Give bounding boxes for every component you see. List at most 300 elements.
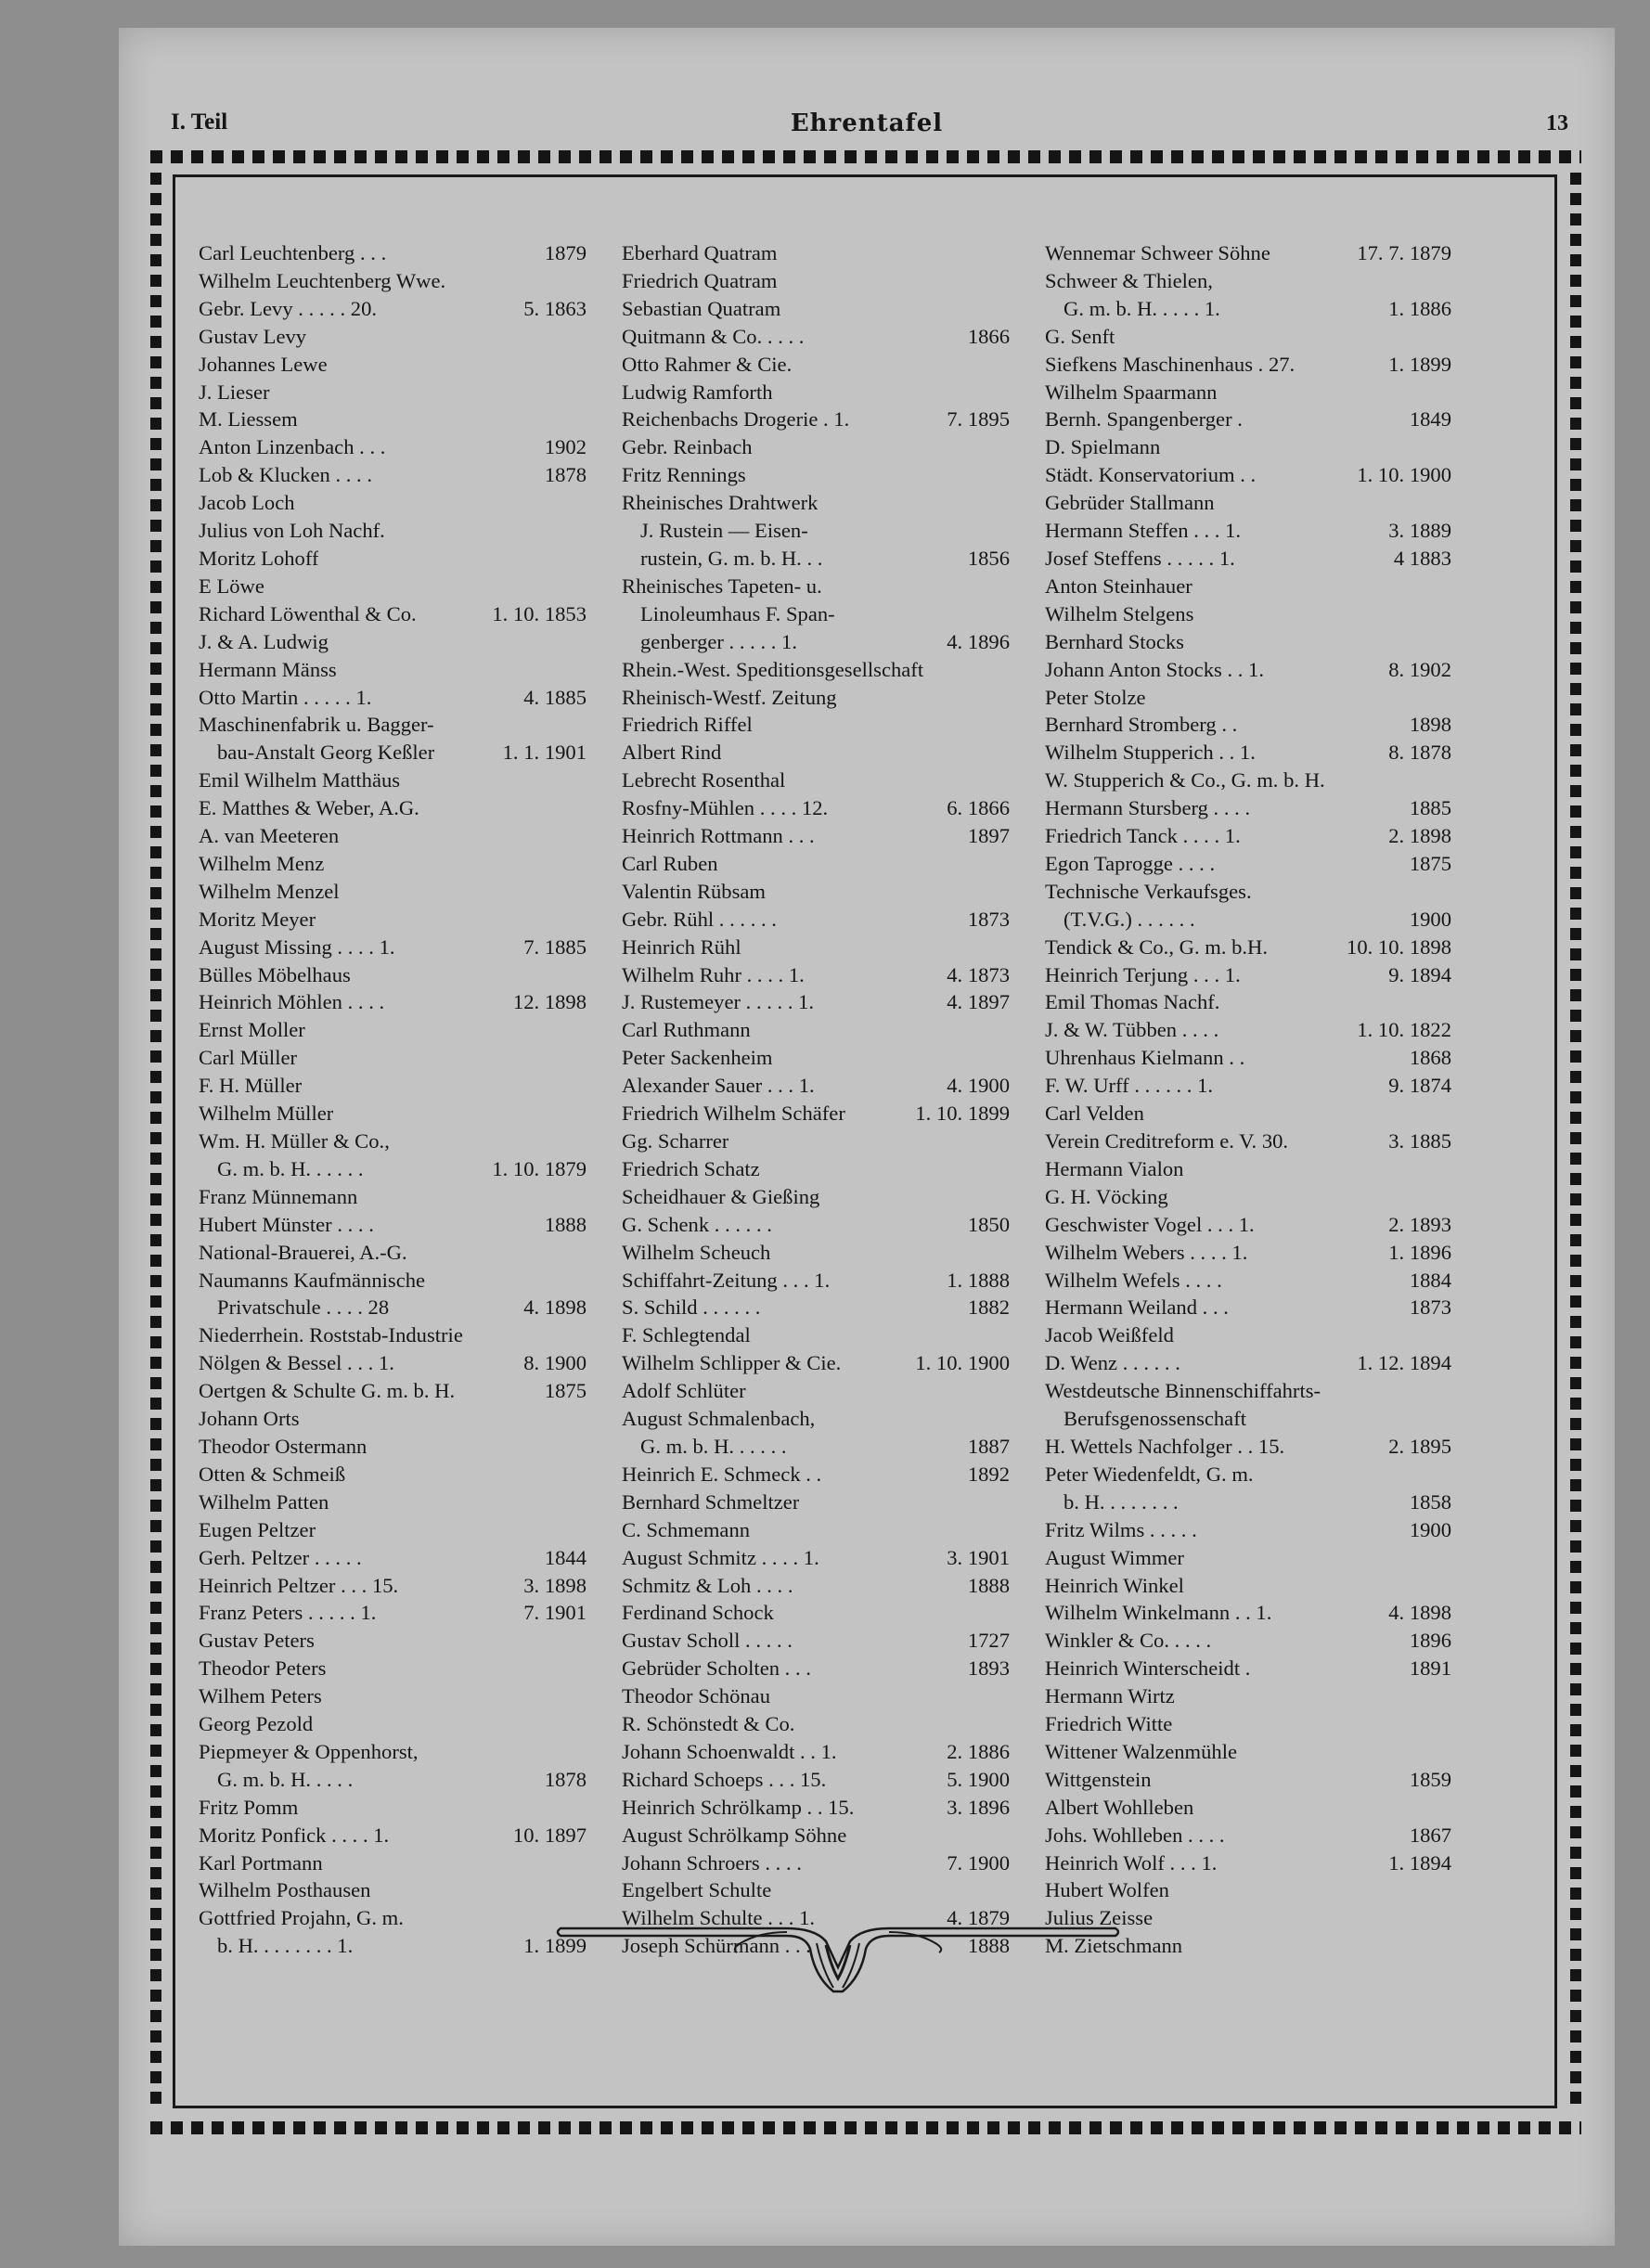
entry-date: 8. 1900 [523,1351,587,1375]
list-item [622,461,1010,489]
list-item [1045,1072,1451,1100]
list-item [622,1016,1010,1044]
list-item [1045,1183,1451,1211]
list-item [199,1655,587,1682]
entry-name: Adolf Schlüter [622,1379,746,1403]
list-item [1045,1239,1451,1267]
entry-date [581,822,587,850]
entry-name: F. W. Urff . . . . . . 1. [1045,1074,1214,1098]
entry-date: 1. 10. 1853 [492,601,587,625]
list-item [1045,1321,1451,1349]
list-item [1045,850,1451,878]
entry-name: Josef Steffens . . . . . 1. [1045,546,1235,570]
list-item [199,1211,587,1239]
entry-date: 2. 1893 [1388,1212,1451,1236]
list-item [622,1461,1010,1488]
list-item [199,1349,587,1377]
entry-name: Georg Pezold [199,1712,314,1736]
entry-date: 3. 1889 [1388,519,1451,543]
entry-name: Johann Anton Stocks . . 1. [1045,657,1264,681]
list-item [1045,406,1451,433]
entry-date [581,1433,587,1461]
entry-date [1446,1876,1451,1904]
entry-name: Fritz Rennings [622,463,746,487]
list-item [622,351,1010,379]
entry-date [581,1183,587,1211]
entry-name: Wilhelm Scheuch [622,1240,771,1264]
entry-name: Wittener Walzenmühle [1045,1739,1238,1763]
list-item [622,1738,1010,1766]
entry-name: Berufsgenossenschaft [1063,1407,1247,1431]
entry-name: Wilhelm Patten [199,1489,329,1514]
entry-name: Wittgenstein [1045,1767,1152,1791]
entry-date: 4 1883 [1393,546,1451,570]
list-item [622,1516,1010,1544]
entry-name: Hermann Weiland . . . [1045,1295,1229,1320]
list-item [1045,1655,1451,1682]
entry-date [581,1016,587,1044]
entry-name: J. & A. Ludwig [199,629,329,653]
list-item [199,1294,587,1321]
entry-date [1004,1516,1010,1544]
entry-name: Johann Orts [199,1407,300,1431]
entry-name: S. Schild . . . . . . [622,1295,761,1320]
entry-date: 1884 [1409,1268,1451,1292]
entry-name: Eugen Peltzer [199,1517,316,1541]
entry-date: 1. 10. 1822 [1357,1018,1451,1042]
entry-date: 4. 1896 [947,629,1010,653]
list-item [1045,351,1451,379]
list-item [622,1710,1010,1738]
list-item [199,1544,587,1572]
list-item [622,600,1010,628]
entry-date: 1. 1896 [1388,1240,1451,1264]
entry-date [1446,600,1451,628]
list-item [1045,1100,1451,1128]
list-item [199,1155,587,1183]
list-item [199,1321,587,1349]
entry-date: 1900 [1409,1517,1451,1541]
list-item [622,822,1010,850]
column-3 [1045,239,1451,1960]
list-item [199,461,587,489]
entry-date [1004,461,1010,489]
entry-date [581,1488,587,1516]
list-item [199,850,587,878]
entry-date [1004,1876,1010,1904]
entry-name: Westdeutsche Binnenschiffahrts- [1045,1379,1321,1403]
entry-name: Peter Stolze [1045,685,1146,709]
entry-name: Johannes Lewe [199,352,328,376]
entry-date [1446,433,1451,461]
entry-name: Heinrich Rottmann . . . [622,824,815,848]
entry-name: Heinrich Winkel [1045,1573,1184,1597]
column-2 [622,239,1010,1960]
entry-name: Otto Rahmer & Cie. [622,352,793,376]
list-item [1045,1128,1451,1155]
entry-date [1004,239,1010,267]
list-item [1045,323,1451,351]
entry-date: 1896 [1409,1629,1451,1653]
entry-date: 1868 [1409,1046,1451,1070]
entry-date: 1856 [967,546,1010,570]
list-item [199,1572,587,1600]
list-item [1045,1155,1451,1183]
entry-name: Linoleumhaus F. Span- [640,601,835,625]
entry-name: Piepmeyer & Oppenhorst, [199,1739,419,1763]
list-item [1045,1016,1451,1044]
entry-date: 9. 1894 [1388,962,1451,986]
entry-name: Ludwig Ramforth [622,380,773,404]
entry-date: 1859 [1409,1767,1451,1791]
entry-date: 1893 [967,1656,1010,1681]
ornament-divider-icon [555,1921,1121,1995]
entry-name: Fritz Wilms . . . . . [1045,1517,1197,1541]
entry-name: Technische Verkaufsges. [1045,879,1252,903]
page [119,28,1615,2246]
entry-name: F. Schlegtendal [622,1323,751,1347]
entry-date [1004,1239,1010,1267]
entry-name: Rosfny-Mühlen . . . . 12. [622,796,829,820]
entry-date: 1898 [1409,713,1451,737]
entry-name: Wilhem Peters [199,1684,322,1708]
entry-date [1004,489,1010,517]
entry-name: Heinrich Schrölkamp . . 15. [622,1795,855,1819]
entry-name: M. Zietschmann [1045,1934,1183,1958]
entry-name: Wilhelm Ruhr . . . . 1. [622,962,805,986]
entry-name: G. m. b. H. . . . . . [217,1156,364,1180]
entry-date: 1727 [967,1629,1010,1653]
list-item [622,711,1010,739]
entry-date [1446,323,1451,351]
entry-date: 1. 1. 1901 [502,741,587,765]
entry-name: Lebrecht Rosenthal [622,768,786,793]
entry-name: Anton Linzenbach . . . [199,435,386,459]
entry-date [1004,433,1010,461]
entry-name: Gebr. Rühl . . . . . . [622,907,777,931]
list-item [622,878,1010,906]
list-item [622,684,1010,712]
entry-date: 2. 1898 [1388,824,1451,848]
entry-name: Moritz Ponfick . . . . 1. [199,1823,390,1847]
entry-date [581,1461,587,1488]
entry-name: Verein Creditreform e. V. 30. [1045,1129,1289,1153]
entry-date: 4. 1897 [947,990,1010,1014]
entry-date: 2. 1895 [1388,1434,1451,1458]
entry-date: 1875 [1409,851,1451,875]
entry-date [581,1682,587,1710]
entry-name: Scheidhauer & Gießing [622,1184,820,1208]
entry-name: Gerh. Peltzer . . . . . [199,1545,362,1569]
column-1 [199,239,587,1960]
list-item [1045,1294,1451,1321]
entry-date: 7. 1901 [523,1601,587,1625]
list-item [199,1128,587,1155]
list-item [199,1876,587,1904]
list-item [1045,711,1451,739]
entry-name: Oertgen & Schulte G. m. b. H. [199,1379,456,1403]
entry-date [1004,1128,1010,1155]
entry-date [1446,1155,1451,1183]
entry-name: Hermann Stursberg . . . . [1045,796,1251,820]
entry-date [581,1128,587,1155]
list-item [199,1682,587,1710]
entry-name: bau-Anstalt Georg Keßler [217,741,435,765]
list-item [199,906,587,934]
entry-date: 1. 10. 1900 [915,1351,1010,1375]
list-item [199,1849,587,1877]
entry-date: 1888 [544,1212,587,1236]
list-item [1045,545,1451,573]
entry-name: Winkler & Co. . . . . [1045,1629,1212,1653]
entry-date [581,1072,587,1100]
list-item [622,239,1010,267]
list-item [199,1599,587,1627]
list-item [622,1349,1010,1377]
entry-name: Maschinenfabrik u. Bagger- [199,713,434,737]
list-item [199,573,587,600]
entry-date [581,850,587,878]
entry-name: G. H. Vöcking [1045,1184,1168,1208]
entry-date [581,1405,587,1433]
entry-date [581,878,587,906]
list-item [199,1433,587,1461]
entry-name: Friedrich Tanck . . . . 1. [1045,824,1241,848]
entry-date: 9. 1874 [1388,1074,1451,1098]
list-item [1045,1044,1451,1072]
entry-date [581,267,587,295]
entry-name: Friedrich Schatz [622,1156,760,1180]
entry-name: Wilhelm Schlipper & Cie. [622,1351,842,1375]
entry-name: G. Senft [1045,324,1115,348]
entry-date [1004,1044,1010,1072]
entry-date: 1866 [967,324,1010,348]
entry-date [1446,1904,1451,1932]
entry-name: J. Lieser [199,380,270,404]
list-item [1045,1876,1451,1904]
entry-name: rustein, G. m. b. H. . . [640,546,823,570]
entry-date [1446,1544,1451,1572]
entry-name: b. H. . . . . . . . [1063,1489,1179,1514]
list-item [622,1627,1010,1655]
list-item [622,906,1010,934]
entry-name: Gottfried Projahn, G. m. [199,1906,404,1930]
entry-date: 8. 1878 [1388,741,1451,765]
entry-date [1004,379,1010,406]
list-item [622,1766,1010,1794]
list-item [1045,878,1451,906]
list-item [1045,295,1451,323]
entry-name: genberger . . . . . 1. [640,629,797,653]
entry-name: Städt. Konservatorium . . [1045,463,1257,487]
list-item [1045,267,1451,295]
entry-date [581,767,587,794]
entry-date: 1. 1899 [523,1934,587,1958]
entry-date [1446,1377,1451,1405]
entry-date [581,323,587,351]
entry-name: Bülles Möbelhaus [199,962,351,986]
entry-name: Gebr. Levy . . . . . 20. [199,296,378,320]
entry-name: Jacob Weißfeld [1045,1323,1174,1347]
entry-date [581,379,587,406]
list-item [622,1544,1010,1572]
entry-date: 7. 1900 [947,1850,1010,1875]
entry-date [1004,1822,1010,1849]
entry-name: Reichenbachs Drogerie . 1. [622,407,850,432]
list-item [1045,767,1451,794]
entry-name: Bernhard Schmeltzer [622,1489,800,1514]
entry-name: Heinrich Möhlen . . . . [199,990,385,1014]
list-item [622,739,1010,767]
entry-name: F. H. Müller [199,1074,303,1098]
list-item [622,1321,1010,1349]
list-item [199,489,587,517]
list-item [622,934,1010,961]
entry-name: Peter Sackenheim [622,1046,773,1070]
entry-date [581,794,587,822]
list-item [199,1794,587,1822]
entry-date: 1. 1899 [1388,352,1451,376]
list-item [199,1904,587,1932]
entry-name: Albert Rind [622,741,722,765]
entry-date [581,1849,587,1877]
list-item [622,1294,1010,1321]
list-item [199,711,587,739]
list-item [1045,934,1451,961]
entry-name: Heinrich E. Schmeck . . [622,1462,822,1486]
entry-name: Friedrich Wilhelm Schäfer [622,1102,845,1126]
entry-name: Richard Schoeps . . . 15. [622,1767,827,1791]
right-border-dashes [1570,173,1581,2112]
entry-name: G. m. b. H. . . . . 1. [1063,296,1220,320]
entry-name: Theodor Peters [199,1656,327,1681]
list-item [1045,489,1451,517]
entry-date [1004,1016,1010,1044]
entry-name: Gg. Scharrer [622,1129,729,1153]
entry-name: Lob & Klucken . . . . [199,463,372,487]
list-item [199,1766,587,1794]
list-item [199,433,587,461]
entry-date: 1873 [967,907,1010,931]
list-item [1045,1599,1451,1627]
entry-name: Heinrich Rühl [622,934,741,959]
list-item [622,1211,1010,1239]
entry-name: (T.V.G.) . . . . . . [1063,907,1195,931]
list-item [199,600,587,628]
entry-name: Gebrüder Stallmann [1045,491,1215,515]
list-item [622,1044,1010,1072]
list-item [199,1016,587,1044]
entry-date [1004,267,1010,295]
entry-name: Johann Schroers . . . . [622,1850,802,1875]
entry-name: Wilhelm Menzel [199,879,340,903]
page-title: Ehrentafel [790,110,944,137]
entry-date: 8. 1902 [1388,657,1451,681]
entry-name: Theodor Ostermann [199,1434,367,1458]
entry-name: J. Rustemeyer . . . . . 1. [622,990,815,1014]
entry-name: Wilhelm Stelgens [1045,601,1194,625]
list-item [1045,1710,1451,1738]
list-item [622,1405,1010,1433]
entry-name: Nölgen & Bessel . . . 1. [199,1351,394,1375]
list-item [622,767,1010,794]
entry-date [581,1738,587,1766]
list-item [622,628,1010,656]
entry-name: Wilhelm Menz [199,851,325,875]
entry-name: Gustav Peters [199,1629,315,1653]
list-item [1045,988,1451,1016]
list-item [1045,517,1451,545]
list-item [622,267,1010,295]
entry-name: Valentin Rübsam [622,879,767,903]
entry-date [1446,1100,1451,1128]
entry-name: Franz Peters . . . . . 1. [199,1601,377,1625]
list-item [199,1183,587,1211]
entry-name: Bernhard Stromberg . . [1045,713,1238,737]
entry-date: 4. 1898 [1388,1601,1451,1625]
entry-name: Carl Velden [1045,1102,1144,1126]
list-item [199,1100,587,1128]
entry-date: 1891 [1409,1656,1451,1681]
list-item [199,545,587,573]
list-item [622,1155,1010,1183]
list-item [199,1516,587,1544]
entry-date [1446,878,1451,906]
list-item [622,1849,1010,1877]
list-item [1045,1849,1451,1877]
entry-name: Alexander Sauer . . . 1. [622,1074,815,1098]
entry-date [1004,517,1010,545]
entry-date [1004,1710,1010,1738]
list-item [1045,906,1451,934]
entry-name: Hermann Vialon [1045,1156,1184,1180]
entry-date: 4. 1885 [523,685,587,709]
list-item [1045,794,1451,822]
entry-name: Heinrich Winterscheidt . [1045,1656,1251,1681]
entry-name: Otten & Schmeiß [199,1462,346,1486]
entry-name: Hermann Steffen . . . 1. [1045,519,1242,543]
list-item [199,628,587,656]
list-item [1045,1405,1451,1433]
entry-date [1446,379,1451,406]
entry-name: D. Spielmann [1045,435,1161,459]
entry-date: 7. 1895 [947,407,1010,432]
entry-date: 3. 1901 [947,1545,1010,1569]
list-item [1045,684,1451,712]
entry-date [581,1239,587,1267]
entry-name: Wilhelm Winkelmann . . 1. [1045,1601,1272,1625]
entry-date: 10. 10. 1898 [1347,934,1451,959]
list-item [199,1488,587,1516]
entry-date: 1875 [544,1379,587,1403]
entry-date [1446,1682,1451,1710]
list-item [199,1738,587,1766]
entry-date: 1850 [967,1212,1010,1236]
list-item [1045,1267,1451,1295]
entry-date: 1878 [544,463,587,487]
entry-date [1004,1405,1010,1433]
entry-name: Friedrich Riffel [622,713,753,737]
entry-name: Franz Münnemann [199,1184,358,1208]
entry-name: Carl Müller [199,1046,298,1070]
entry-date [1446,684,1451,712]
entry-date: 1858 [1409,1489,1451,1514]
list-item [622,406,1010,433]
entry-date [581,1044,587,1072]
list-item [622,489,1010,517]
list-item [1045,1627,1451,1655]
list-item [199,1072,587,1100]
